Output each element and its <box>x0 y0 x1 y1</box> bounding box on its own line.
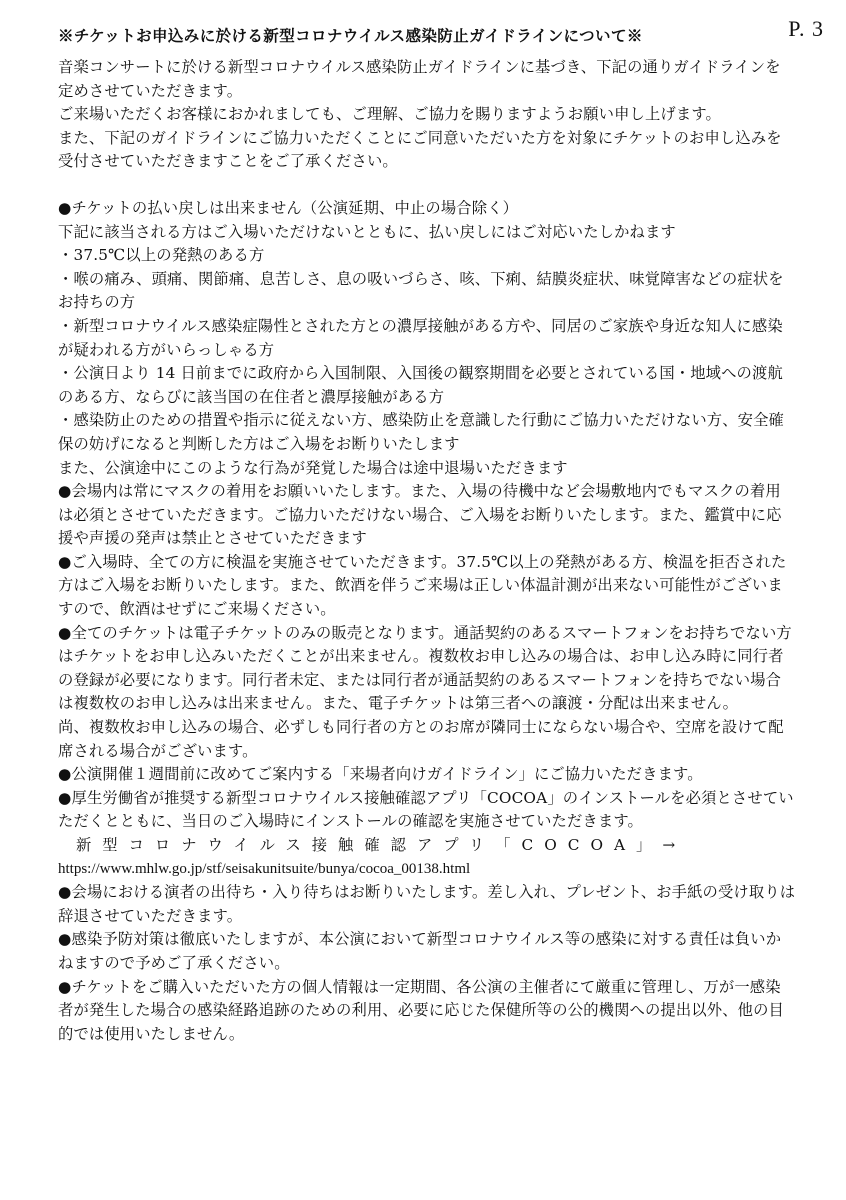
mask-rule: ●会場内は常にマスクの着用をお願いいたします。また、入場の待機中など会場敷地内でもマスクの着用は必須とさせていただきます。ご協力いただけない場合、ご入場をお断りいたします。また、鑑賞中に応援や声援の発声は禁止とさせていただきます <box>58 482 782 548</box>
refund-item-contact: ・新型コロナウイルス感染症陽性とされた方との濃厚接触がある方や、同居のご家族や身近な知人に感染が疑われる方がいらっしゃる方 <box>58 316 783 359</box>
intro-paragraph-1: 音楽コンサートに於ける新型コロナウイルス感染防止ガイドラインに基づき、下記の通りガイドラインを定めさせていただきます。 <box>58 58 781 100</box>
seating-note: 尚、複数枚お申し込みの場合、必ずしも同行者の方とのお席が隣同士にならない場合や、空席を設けて配席される場合がございます。 <box>58 718 784 760</box>
refund-item-symptoms: ・喉の痛み、頭痛、関節痛、息苦しさ、息の吸いづらさ、咳、下痢、結膜炎症状、味覚障害などの症状をお持ちの方 <box>58 269 784 312</box>
paragraph-gap <box>58 174 796 197</box>
cocoa-link-url[interactable]: https://www.mhlw.go.jp/stf/seisakunitsuite/bunya/cocoa_00138.html <box>58 860 471 877</box>
waiting-rule: ●会場における演者の出待ち・入り待ちはお断りいたします。差し入れ、プレゼント、お手紙の受け取りは辞退させていただきます。 <box>58 883 796 925</box>
document-body <box>58 56 796 1046</box>
guideline-notice: ●公演開催１週間前に改めてご案内する「来場者向けガイドライン」にご協力いただきます。 <box>58 765 703 784</box>
refund-lead: 下記に該当される方はご入場いただけないとともに、払い戻しにはご対応いたしかねます <box>58 222 676 241</box>
refund-heading: ●チケットの払い戻しは出来ません（公演延期、中止の場合除く） <box>58 198 519 217</box>
e-ticket-rule: ●全てのチケットは電子チケットのみの販売となります。通話契約のあるスマートフォンをお持ちでない方はチケットをお申し込みいただくことが出来ません。複数枚お申し込みの場合は、お申し込み時に同行者の登録が必要になります。同行者未定、または同行者が通話契約のあるスマートフォンを持ちでない場合は複数枚のお申し込みは出来ません。また、電子チケットは第三者への譲渡・分配は出来ません。 <box>58 623 792 713</box>
temperature-rule: ●ご入場時、全ての方に検温を実施させていただきます。37.5℃以上の発熱がある方、検温を拒否された方はご入場をお断りいたします。また、飲酒を伴うご来場は正しい体温計測が出来ない可能性がございますので、飲酒はせずにご来場ください。 <box>58 552 787 619</box>
intro-paragraph-2: ご来場いただくお客様におかれましても、ご理解、ご協力を賜りますようお願い申し上げます。 <box>58 105 721 124</box>
refund-item-noncompliance: ・感染防止のための措置や指示に従えない方、感染防止を意識した行動にご協力いただけない方、安全確保の妨げになると判断した方はご入場をお断りいたします <box>58 411 785 453</box>
cocoa-rule: ●厚生労働省が推奨する新型コロナウイルス接触確認アプリ「COCOA」のインストールを必須とさせていただくとともに、当日のご入場時にインストールの確認を実施させていただきます。 <box>58 788 794 831</box>
document-title: ※チケットお申込みに於ける新型コロナウイルス感染防止ガイドラインについて※ <box>58 26 643 45</box>
refund-item-fever: ・37.5℃以上の発熱のある方 <box>58 246 265 265</box>
page-number: P. 3 <box>788 16 824 41</box>
responsibility-rule: ●感染予防対策は徹底いたしますが、本公演において新型コロナウイルス等の感染に対する責任は負いかねますので予めご了承ください。 <box>58 930 782 972</box>
refund-item-travel: ・公演日より 14 日前までに政府から入国制限、入国後の観察期間を必要とされている国・地域への渡航のある方、ならびに該当国の在住者と濃厚接触がある方 <box>58 364 783 406</box>
privacy-rule: ●チケットをご購入いただいた方の個人情報は一定期間、各公演の主催者にて厳重に管理し、万が一感染者が発生した場合の感染経路追跡のための利用、必要に応じた保健所等の公的機関への提出以外、他の目的では使用いたしません。 <box>58 977 785 1043</box>
intro-paragraph-3: また、下記のガイドラインにご協力いただくことにご同意いただいた方を対象にチケットのお申し込みを受付させていただきますことをご了承ください。 <box>58 128 782 171</box>
refund-note: また、公演途中にこのような行為が発覚した場合は途中退場いただきます <box>58 458 568 477</box>
cocoa-link-label: 新型コロナウイルス接触確認アプリ「COCOA」→ <box>76 836 687 854</box>
